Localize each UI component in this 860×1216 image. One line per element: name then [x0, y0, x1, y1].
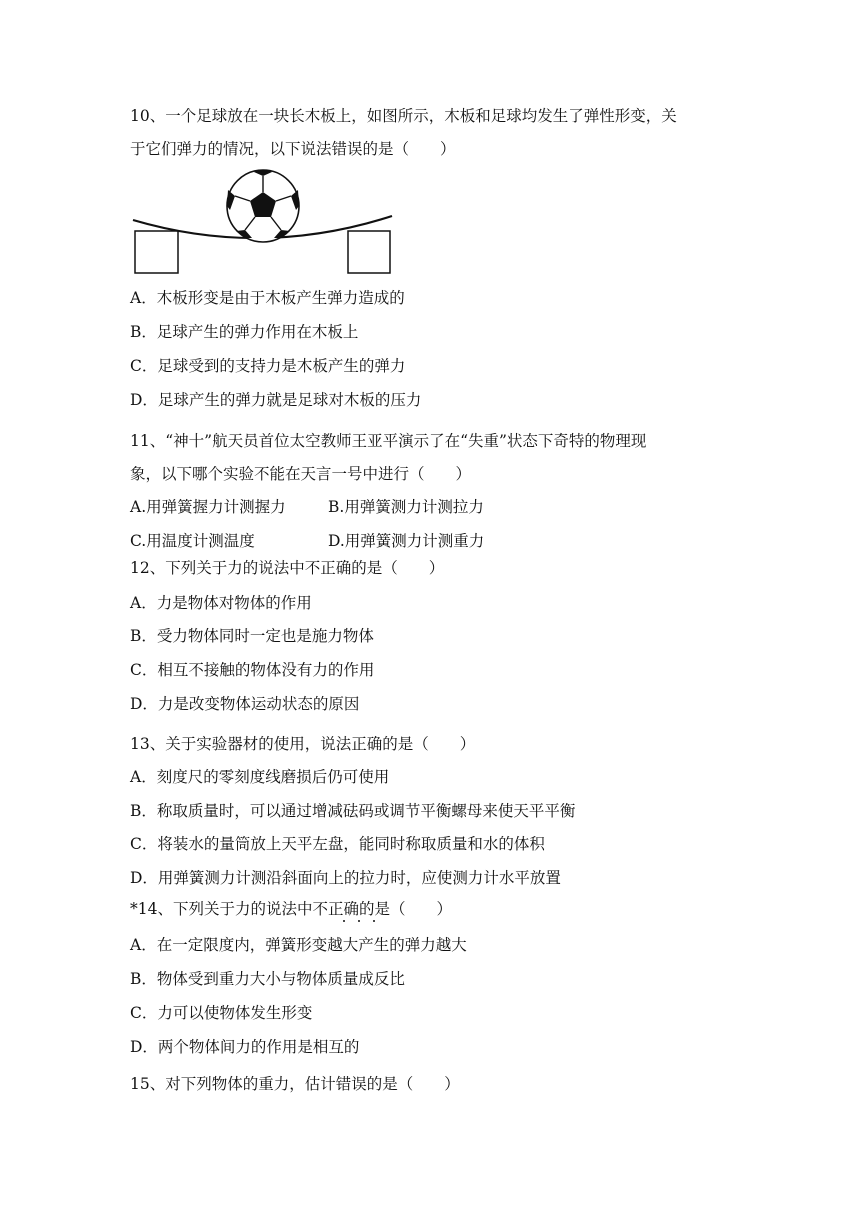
- q11-option-a: A.用弹簧握力计测握力: [130, 498, 286, 516]
- q11-stem-line2: 象，以下哪个实验不能在天言一号中进行（ ）: [130, 465, 472, 483]
- right-support-block: [348, 231, 390, 273]
- q10-option-b: B．足球产生的弹力作用在木板上: [130, 323, 359, 341]
- football-on-board-figure: [130, 168, 400, 278]
- q10-stem-line2: 于它们弹力的情况，以下说法错误的是（ ）: [130, 140, 456, 158]
- q11-stem-line1: 11、“神十”航天员首位太空教师王亚平演示了在“失重”状态下奇特的物理现: [130, 432, 647, 450]
- q13-option-c: C．将装水的量筒放上天平左盘，能同时称取质量和水的体积: [130, 835, 545, 853]
- q11-option-d: D.用弹簧测力计测重力: [328, 532, 485, 550]
- q12-stem: 12、下列关于力的说法中不正确的是（ ）: [130, 559, 445, 577]
- q14-option-c: C．力可以使物体发生形变: [130, 1004, 313, 1022]
- q14-option-d: D．两个物体间力的作用是相互的: [130, 1038, 360, 1056]
- q12-option-c: C．相互不接触的物体没有力的作用: [130, 661, 375, 679]
- football-icon: [227, 170, 299, 242]
- q12-option-a: A．力是物体对物体的作用: [130, 594, 312, 612]
- q12-option-d: D．力是改变物体运动状态的原因: [130, 695, 360, 713]
- q10-option-c: C．足球受到的支持力是木板产生的弹力: [130, 357, 406, 375]
- q13-option-b: B．称取质量时，可以通过增减砝码或调节平衡螺母来使天平平衡: [130, 802, 576, 820]
- q11-option-c: C.用温度计测温度: [130, 532, 255, 550]
- q14-stem: *14、下列关于力的说法中不正确的是（ ）: [130, 900, 452, 918]
- q14-option-b: B．物体受到重力大小与物体质量成反比: [130, 970, 405, 988]
- emphasis-dot: [373, 920, 375, 922]
- q10-option-d: D．足球产生的弹力就是足球对木板的压力: [130, 391, 422, 409]
- q13-option-a: A．刻度尺的零刻度线磨损后仍可使用: [130, 768, 390, 786]
- q10-stem-line1: 10、一个足球放在一块长木板上，如图所示，木板和足球均发生了弹性形变，关: [130, 107, 677, 125]
- q11-option-b: B.用弹簧测力计测拉力: [328, 498, 484, 516]
- emphasis-dot: [358, 920, 360, 922]
- q12-option-b: B．受力物体同时一定也是施力物体: [130, 627, 374, 645]
- q13-stem: 13、关于实验器材的使用，说法正确的是（ ）: [130, 735, 476, 753]
- q10-option-a: A．木板形变是由于木板产生弹力造成的: [130, 289, 405, 307]
- q13-option-d: D．用弹簧测力计测沿斜面向上的拉力时，应使测力计水平放置: [130, 869, 561, 887]
- emphasis-dot: [343, 920, 345, 922]
- q14-option-a: A．在一定限度内，弹簧形变越大产生的弹力越大: [130, 936, 467, 954]
- left-support-block: [135, 231, 178, 273]
- q15-stem: 15、对下列物体的重力，估计错误的是（ ）: [130, 1075, 460, 1093]
